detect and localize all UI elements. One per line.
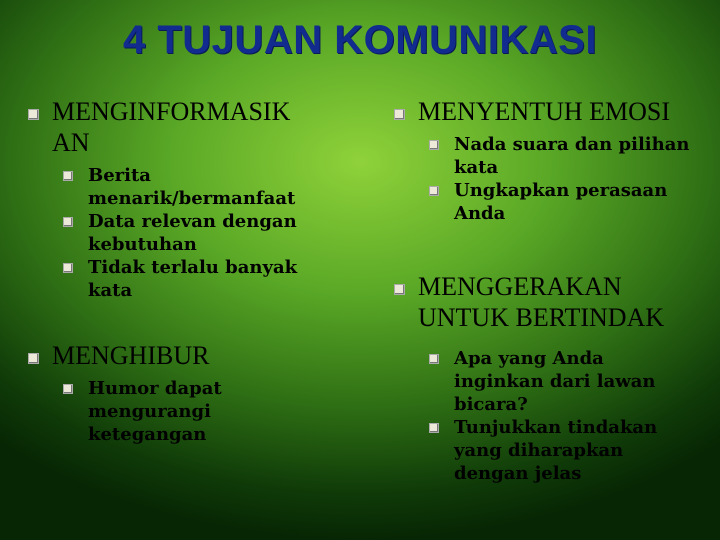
right-column — [390, 96, 710, 485]
goal-heading: MENGGERAKAN UNTUK BERTINDAK — [418, 272, 665, 332]
sub-item-text: Data relevan dengan kebutuhan — [88, 211, 297, 255]
sub-item — [60, 256, 338, 302]
sub-item — [426, 416, 694, 485]
sub-item — [426, 133, 720, 179]
sub-item-text: Tunjukkan tindakan yang diharapkan dengan jelas — [454, 417, 658, 484]
sub-item-text: Berita menarik/bermanfaat — [88, 165, 296, 209]
sub-item — [60, 377, 258, 446]
bullet-square-icon — [429, 186, 439, 196]
sub-item — [426, 347, 694, 416]
slide-title: 4 TUJUAN KOMUNIKASI — [123, 18, 597, 62]
goal-heading: MENGHIBUR — [52, 341, 210, 370]
goal-heading: MENGINFORMASIK AN — [52, 97, 291, 157]
bullet-square-icon — [429, 354, 439, 364]
sub-item-text: Ungkapkan perasaan Anda — [454, 180, 668, 224]
goal-item-hibur — [24, 340, 342, 446]
bullet-square-icon — [63, 384, 73, 394]
left-column — [24, 96, 324, 446]
sub-list — [60, 164, 342, 302]
sub-list — [426, 347, 718, 485]
sub-item-text: Tidak terlalu banyak kata — [88, 257, 298, 301]
bullet-square-icon — [63, 217, 73, 227]
goal-item-bertindak — [390, 271, 718, 485]
sub-list — [426, 133, 710, 225]
sub-item-text: Nada suara dan pilihan kata — [454, 134, 690, 178]
sub-item — [60, 164, 308, 210]
bullet-square-icon — [28, 353, 39, 364]
bullet-square-icon — [394, 284, 405, 295]
sub-list — [60, 377, 342, 446]
goal-heading: MENYENTUH EMOSI — [418, 97, 671, 126]
bullet-square-icon — [28, 109, 39, 120]
bullet-square-icon — [63, 263, 73, 273]
bullet-square-icon — [394, 109, 405, 120]
sub-item — [60, 210, 328, 256]
sub-item-text: Apa yang Anda inginkan dari lawan bicara? — [454, 348, 656, 415]
sub-item-text: Humor dapat mengurangi ketegangan — [88, 378, 222, 445]
bullet-square-icon — [429, 140, 439, 150]
sub-item — [426, 179, 704, 225]
bullet-square-icon — [429, 423, 439, 433]
goal-item-emosi — [390, 96, 710, 225]
bullet-square-icon — [63, 171, 73, 181]
goal-item-informasi — [24, 96, 342, 302]
